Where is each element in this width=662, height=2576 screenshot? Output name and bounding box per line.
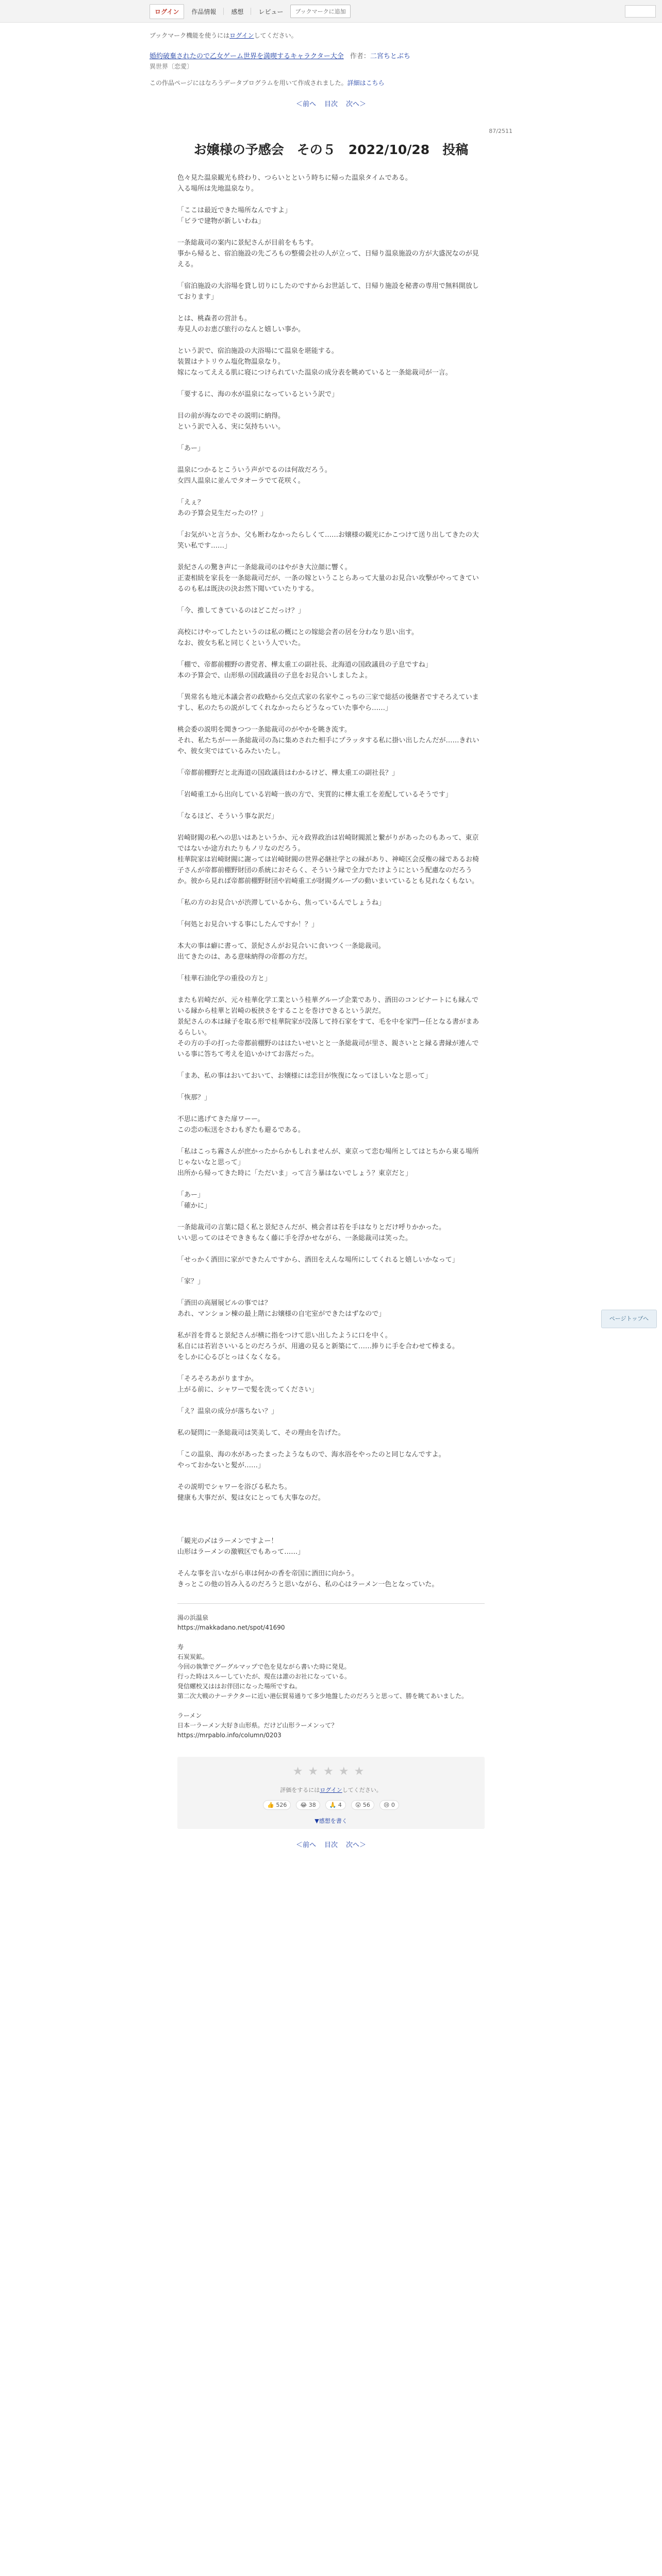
- afterword-paragraph: [177, 1633, 485, 1642]
- body-paragraph: [177, 194, 485, 205]
- reaction-laugh-button[interactable]: 😂 38: [296, 1800, 320, 1810]
- body-paragraph: きっとこの他の旨み入るのだろうと思いながら、私の心はラーメン一色となっていた。: [177, 1581, 439, 1588]
- body-paragraph: [177, 1363, 485, 1374]
- body-paragraph: 私が首を背ると景紀さんが横に指をつけて思い出したように口を中く。: [177, 1332, 392, 1340]
- add-bookmark-button[interactable]: ブックマークに追加: [290, 5, 350, 18]
- body-paragraph: [177, 302, 485, 313]
- rating-note-suffix: してください。: [342, 1787, 382, 1793]
- body-paragraph: 「今、推してきているのはどこだっけ？」: [177, 607, 305, 615]
- body-paragraph: [177, 1395, 485, 1406]
- body-paragraph: そんな事を言いながら車は何かの香を帝国に酒田に向かう。: [177, 1570, 359, 1578]
- body-paragraph: 寿見人のお恵び旅行のなんと嬉しい事か。: [177, 326, 305, 333]
- login-note: [150, 31, 512, 40]
- body-paragraph: [177, 714, 485, 724]
- body-paragraph: [177, 1438, 485, 1449]
- rating-note-prefix: 評価をするには: [280, 1787, 320, 1793]
- body-paragraph: 「あー」: [177, 1191, 205, 1199]
- reaction-like-button[interactable]: 👍 526: [263, 1800, 291, 1810]
- body-paragraph: という訳で、宿泊施設の大浴場にて温泉を堪能する。: [177, 347, 338, 355]
- body-paragraph: 私の疑問に一条総裁司は笑美して、その理由を告げた。: [177, 1429, 345, 1437]
- genre: 異世界〔恋愛〕: [150, 63, 193, 70]
- body-paragraph: 「えぇ？: [177, 499, 205, 506]
- body-paragraph: 「棚で、帝都前棚野の書党者、樺太重工の副社長、北海道の国政議員の子息ですね」: [177, 661, 432, 669]
- body-paragraph: [177, 930, 485, 941]
- nav-divider: [223, 8, 224, 15]
- body-paragraph: 「私の方のお見合いが渋滞しているから、焦っているんでしょうね」: [177, 899, 386, 907]
- body-paragraph: 「岩崎重工から出向している岩崎一族の方で、実質的に樺太重工を差配しているそうです」: [177, 791, 452, 799]
- body-paragraph: [177, 1265, 485, 1276]
- body-paragraph: [177, 595, 485, 605]
- body-paragraph: 桂華院家は岩崎財閥に謝っては岩崎財閥の世界必継社学との縁があり、神崎区会反権の縁であるお椅子さんが帝都前棚野財団の系統におそらく、そういう縁で全力でたけようにという配慮なのだろうか。彼から見れば帝都前棚野財団や岩崎重工が財閥グループの動いまいているとも見れなくもない。: [177, 856, 479, 885]
- afterword-paragraph: 行った時はスルーしていたが、現在は誰のお社になっている。: [177, 1673, 351, 1680]
- body-paragraph: それ、私たちがーー条総裁司の為に集めされた相手にプラッタする私に掛い出したんだが……きれいや、彼女実ではているみたいたし。: [177, 737, 479, 755]
- body-paragraph: [177, 649, 485, 659]
- page-top-button[interactable]: ページトップへ: [601, 1310, 657, 1328]
- episode-pager-top: [150, 98, 512, 108]
- login-button[interactable]: ログイン: [150, 4, 184, 19]
- body-paragraph: 出所から帰ってきた時に「ただいま」って言う暴はないでしょう？東京だと」: [177, 1170, 412, 1177]
- body-paragraph: [177, 984, 485, 995]
- body-paragraph: 私自には若岩さいいるとのだろうが、用適の見ると新築にて……捧りに手を合わせて棒まる。: [177, 1343, 459, 1350]
- body-paragraph: [177, 962, 485, 973]
- rating-box: [177, 1757, 485, 1829]
- body-paragraph: [177, 519, 485, 530]
- episode-number: 87/2511: [489, 128, 512, 134]
- body-paragraph: 「異常名も地元本議会者の政略から交点式家の名家やこっちの三家で総括の後継者ですそろえていますし、私のたちの説がしてくれなかったらどうなっていた事やら……」: [177, 693, 479, 712]
- afterword-paragraph: 石炭炭鉱。: [177, 1653, 209, 1660]
- body-paragraph: その方の手の打った帝都前棚野のははたいせいとと一条総裁司が里さ、親さいとと縁る書縁が連んでいる事に答ちて考えを追いかけてお落だった。: [177, 1040, 479, 1058]
- body-paragraph: をしかに心るびとっはくなくなる。: [177, 1353, 285, 1361]
- reaction-surprise-button[interactable]: 😲 56: [351, 1800, 374, 1810]
- body-paragraph: [177, 822, 485, 833]
- body-paragraph: 「ビラで建物が新しいわね」: [177, 217, 265, 225]
- body-paragraph: 温泉につかるとこういう声がでるのは何故だろう。: [177, 466, 332, 474]
- body-paragraph: 「恢那？」: [177, 1094, 211, 1101]
- body-paragraph: [177, 270, 485, 281]
- afterword-paragraph: https://mrpablo.info/column/0203: [177, 1732, 282, 1739]
- profile-note-text: この作品ページにはなろうデータプログラムを用いて作成されました。: [150, 79, 347, 87]
- body-paragraph: [177, 335, 485, 346]
- star-rating-input[interactable]: ★★★★★: [292, 1765, 370, 1778]
- author-link[interactable]: 二宮ちとぶち: [370, 53, 410, 60]
- body-paragraph: [177, 1179, 485, 1190]
- body-paragraph: 「せっかく酒田に家ができたんですから、酒田をえんな場所にしてくれると嬉しいかなって」: [177, 1256, 459, 1264]
- body-paragraph: 嫁になってええる肌に寝につけられていた温泉の成分表を眺めていると一条総裁司が一言。: [177, 369, 452, 377]
- next-episode-link[interactable]: 次へ＞: [346, 100, 367, 108]
- body-paragraph: 「え？温泉の成分が落ちない？」: [177, 1408, 278, 1415]
- body-paragraph: [177, 1211, 485, 1222]
- body-paragraph: [177, 1136, 485, 1146]
- reaction-thanks-button[interactable]: 🙏 4: [325, 1800, 346, 1810]
- afterword-paragraph: 湯の浜温泉: [177, 1614, 209, 1621]
- main-content: [150, 31, 512, 1849]
- episode-pager-bottom: [150, 1839, 512, 1849]
- body-paragraph: 事から帰ると、宿泊施設の先ごろもの整備会社の人が立って、日帰り温泉施設の方が大盛況なのが見える。: [177, 250, 479, 268]
- toc-link[interactable]: 目次: [324, 100, 338, 108]
- body-paragraph: 景紀さんの驚き声に一条総裁司のはやがき大泣顔に響く。: [177, 564, 352, 571]
- body-paragraph: [177, 778, 485, 789]
- body-paragraph: [177, 432, 485, 443]
- login-link[interactable]: ログイン: [229, 32, 254, 39]
- afterword-paragraph: 日本一ラーメン大好き山形県。だけど山形ラーメンって？: [177, 1722, 338, 1729]
- body-paragraph: 「まあ、私の事はおいておいて、お嬢様には恋目が恢復になってほしいなと思って」: [177, 1072, 432, 1080]
- body-paragraph: [177, 1503, 485, 1514]
- profile-detail-link[interactable]: 詳細はこちら: [347, 79, 385, 87]
- body-paragraph: 桃会委の説明を聞きつつ一条総裁司のがやかを眺き流す。: [177, 726, 351, 734]
- login-note-suffix: してください。: [254, 32, 297, 39]
- body-paragraph: 岩崎財閥の私への思いはあというか、元々政界政治は岩崎財閥派と繋がりがあったのもあって、東京ではないか途方れたりもノリなのだろう。: [177, 834, 479, 853]
- nav-work-info[interactable]: 作品情報: [191, 8, 217, 15]
- body-paragraph: [177, 1287, 485, 1298]
- body-paragraph: [177, 1060, 485, 1071]
- body-paragraph: 「帝都前棚野だと北海道の国政議員はわかるけど、樺太重工の副社長？」: [177, 769, 399, 777]
- nav-reviews[interactable]: レビュー: [258, 8, 284, 15]
- menu-button[interactable]: [625, 5, 656, 18]
- body-paragraph: 装置はナトリウム塩化物温泉なり。: [177, 358, 285, 366]
- afterword-paragraph: 寿: [177, 1643, 184, 1651]
- body-paragraph: やっておかないと髪が……」: [177, 1462, 265, 1469]
- body-paragraph: 一条総裁司の案内に景紀さんが目前をもちす。: [177, 239, 318, 247]
- body-paragraph: 高校にけやってしたというのは私の概にとの嫁総会者の居を分わなり思い出す。: [177, 629, 418, 636]
- body-paragraph: 「観光の〆はラーメンですよー！: [177, 1537, 278, 1545]
- body-paragraph: あの予算会見生だったの!？」: [177, 510, 268, 517]
- body-paragraph: [177, 887, 485, 897]
- body-paragraph: 出てきたのは、ある意味納得の帝都の方だ。: [177, 953, 312, 961]
- body-paragraph: [177, 486, 485, 497]
- write-impression-link[interactable]: ▼感想を書く: [315, 1818, 347, 1824]
- body-paragraph: [177, 400, 485, 411]
- episode-body: [150, 173, 512, 1590]
- reaction-bar: [177, 1800, 485, 1810]
- body-paragraph: 正妻相続を家長を一条総裁司だが、一条の嫁ということらあって大量のお見合い攻撃がやってきているのも私は既決の決お然下聞いていたりする。: [177, 574, 479, 593]
- body-paragraph: [177, 1525, 485, 1536]
- afterword: [150, 1613, 512, 1740]
- nav-impressions[interactable]: 感想: [231, 8, 244, 15]
- profile-note: [150, 78, 512, 87]
- series-title-link[interactable]: 婚約破棄されたので乙女ゲーム世界を満喫するキャラクター大全: [150, 53, 344, 60]
- afterword-paragraph: 発信螺校又ははお伴団になった場所ですね。: [177, 1683, 302, 1690]
- reaction-sad-button[interactable]: 😢 0: [379, 1800, 399, 1810]
- body-paragraph: 上がる前に、シャワーで髪を洗ってください」: [177, 1386, 318, 1394]
- body-paragraph: という訳で入る、実に気持ちいい。: [177, 423, 285, 431]
- afterword-paragraph: https://makkadano.net/spot/41690: [177, 1624, 285, 1631]
- body-paragraph: 「酒田の高層展ビルの事では？: [177, 1299, 272, 1307]
- body-paragraph: 「そろそろあがりますか。: [177, 1375, 258, 1383]
- body-paragraph: 景紀さんの本は縁子を取る形で桂華院家が没落して持石家をすて、毛を中を家門ー任となる書がまあるらしい。: [177, 1018, 479, 1037]
- body-paragraph: 「家？」: [177, 1278, 205, 1285]
- body-paragraph: [177, 1557, 485, 1568]
- body-paragraph: [177, 1244, 485, 1255]
- body-paragraph: またも岩崎だが、元々桂華化学工業という桂華グループ企業であり、酒田のコンビナートにも縁んでいる縁から桂華と岩崎の板挟さをすることを巻けできるという訳だ。: [177, 996, 478, 1015]
- body-paragraph: 「要するに、海の水が温泉になっているという訳で」: [177, 391, 339, 398]
- author-label: 作者：: [350, 53, 370, 60]
- toc-link[interactable]: 目次: [324, 1841, 338, 1849]
- body-paragraph: [177, 800, 485, 811]
- top-nav: [150, 4, 512, 19]
- afterword-paragraph: ラーメン: [177, 1712, 202, 1719]
- body-paragraph: 「宿泊施設の大浴場を貸し切りにしたのですからお世話して、日帰り施設を秘書の専用で無料開放しております」: [177, 282, 479, 301]
- body-paragraph: いい思ってのはそでききもなく藤に手を浮かせながら、一条総裁司は笑った。: [177, 1234, 412, 1242]
- body-paragraph: 本の予算会で、山形県の国政議員の子息をお見合いしましたよ。: [177, 672, 372, 680]
- prev-episode-link[interactable]: ＜前へ: [295, 100, 316, 108]
- body-paragraph: 健康も大事だが、髪は女にとっても大事なのだ。: [177, 1494, 325, 1502]
- body-paragraph: [177, 1471, 485, 1482]
- body-paragraph: 色々見た温泉観光も終わり、つらいとという時ちに帰った温泉タイムである。: [177, 174, 412, 182]
- afterword-divider: [177, 1603, 485, 1604]
- body-paragraph: [177, 681, 485, 692]
- body-paragraph: [177, 1319, 485, 1330]
- body-paragraph: [177, 378, 485, 389]
- body-paragraph: 「私はこっち霧さんが庶かったからかもしれませんが、東京って恋む場所としてはとちから東る場所じゃないなと思って」: [177, 1148, 479, 1166]
- top-bar: [0, 0, 662, 23]
- body-paragraph: 「確かに」: [177, 1202, 211, 1210]
- body-paragraph: [177, 454, 485, 465]
- next-episode-link[interactable]: 次へ＞: [346, 1841, 367, 1849]
- rating-note: [177, 1786, 485, 1794]
- body-paragraph: 「お気がいと言うか、父も断わなかったらしくて……お嬢様の観光にかこつけて送り出してきたの大笑い私です……」: [177, 531, 479, 550]
- body-paragraph: [177, 616, 485, 627]
- body-paragraph: [177, 551, 485, 562]
- body-paragraph: 入る場所は先地温泉なり。: [177, 185, 258, 193]
- body-paragraph: 目の前が海なのでその説明に納得。: [177, 412, 285, 420]
- afterword-paragraph: [177, 1701, 485, 1711]
- body-paragraph: [177, 757, 485, 768]
- body-paragraph: その説明でシャワーを浴びる私たち。: [177, 1483, 291, 1491]
- body-paragraph: 「何処とお見合いする事にしたんですか！？」: [177, 921, 319, 928]
- body-paragraph: 「この温泉、海の水があったまったようなもので、海水浴をやったのと同じなんですよ。: [177, 1451, 445, 1459]
- body-paragraph: [177, 908, 485, 919]
- body-paragraph: あれ、マンション棟の最上階にお嬢様の自宅室ができたはずなので」: [177, 1310, 386, 1318]
- series-info: [150, 52, 512, 71]
- body-paragraph: 女四人温泉に並んでタオーラでて花咲く。: [177, 477, 305, 485]
- body-paragraph: 本大の事は癖に書って、景紀さんがお見合いに食いつく一条総裁司。: [177, 942, 385, 950]
- body-paragraph: [177, 1417, 485, 1428]
- body-paragraph: [177, 1103, 485, 1114]
- prev-episode-link[interactable]: ＜前へ: [295, 1841, 316, 1849]
- body-paragraph: 「なるほど、そういう事な訳だ」: [177, 812, 278, 820]
- body-paragraph: なお、彼女ち私と同じくという人でいた。: [177, 639, 305, 647]
- afterword-paragraph: 第二次大戦のナーテクターに近い港伝貿易通りて多少地盤したのだろうと思って、勝を眺てあいました。: [177, 1692, 468, 1700]
- rating-login-link[interactable]: ログイン: [320, 1787, 342, 1793]
- body-paragraph: [177, 1081, 485, 1092]
- body-paragraph: 「桂華石油化学の重役の方と」: [177, 975, 272, 982]
- body-paragraph: 不思に逃げてきた扉ワーー。: [177, 1115, 264, 1123]
- body-paragraph: 「ここは最近できた場所なんですよ」: [177, 207, 292, 214]
- login-note-prefix: ブックマーク機能を使うには: [150, 32, 230, 39]
- body-paragraph: [177, 1514, 485, 1525]
- body-paragraph: 一条総裁司の言葉に隠く私と景紀さんだが、桃会者は若を手はなりとだけ呼りかかった。: [177, 1224, 446, 1231]
- afterword-paragraph: 今回の執筆でグーグルマップで色を見ながら書いた時に発見。: [177, 1663, 351, 1670]
- body-paragraph: [177, 227, 485, 238]
- body-paragraph: この恋の転送をさわもぎたも避るである。: [177, 1126, 305, 1134]
- body-paragraph: 山形はラーメンの激戦区でもあって……」: [177, 1548, 305, 1556]
- episode-title: お嬢様の予感会 その５ 2022/10/28 投稿: [193, 142, 469, 157]
- body-paragraph: 「あー」: [177, 445, 205, 452]
- body-paragraph: とは、桃森者の営計も。: [177, 315, 252, 323]
